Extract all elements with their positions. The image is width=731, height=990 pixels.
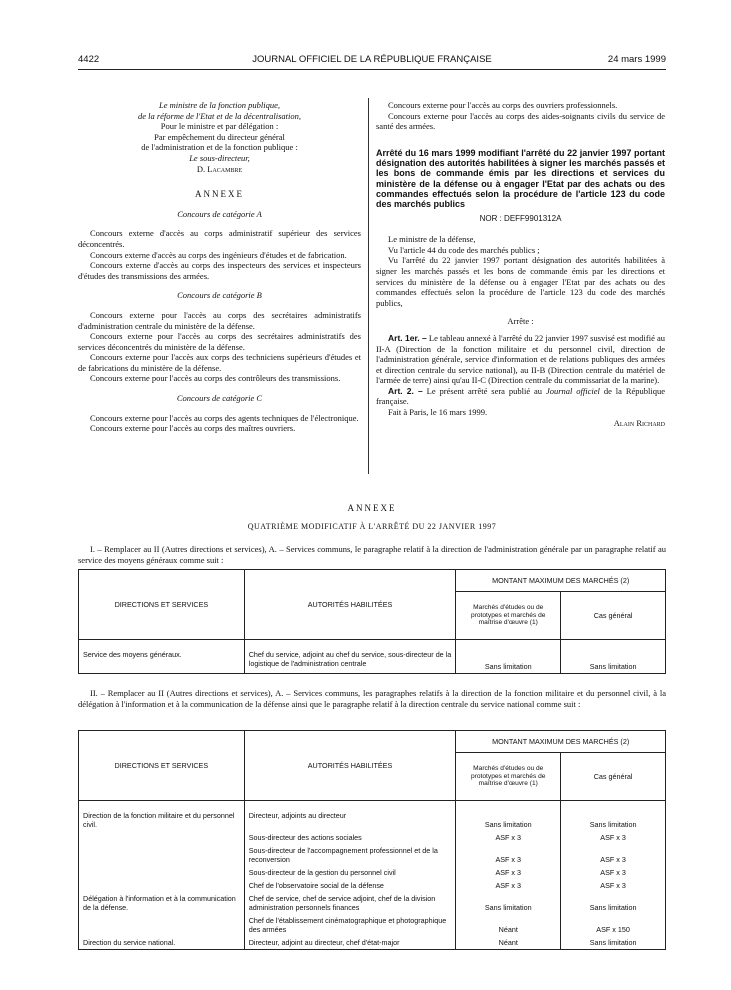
article-2-label: Art. 2. –: [388, 385, 423, 396]
cell-etudes: ASF x 3: [456, 831, 561, 844]
cell-direction: [79, 914, 245, 936]
cell-autorite: Chef du service, adjoint au chef du service, sous-directeur de la logistique de l'administration centrale: [244, 640, 456, 674]
authorities-table-2: [78, 730, 666, 950]
annex-heading: ANNEXE: [347, 503, 397, 513]
nor-reference: NOR : DEFF9901312A: [479, 213, 562, 223]
cell-autorite: Sous-directeur de l'accompagnement professionnel et de la reconversion: [244, 844, 456, 866]
table-row: [79, 866, 666, 879]
list-item: Concours externe d'accès au corps administratif supérieur des services déconcentrés.: [78, 228, 361, 249]
list-item: Concours externe pour l'accès au corps des ouvriers professionnels.: [388, 100, 618, 110]
cell-etudes: ASF x 3: [456, 866, 561, 879]
category-b-title: Concours de catégorie B: [177, 290, 262, 301]
column-header-etudes: Marchés d'études ou de prototypes et marchés de maîtrise d'œuvre (1): [456, 753, 561, 801]
cell-etudes: Sans limitation: [456, 892, 561, 914]
table-row: [79, 640, 666, 674]
category-a-title: Concours de catégorie A: [177, 208, 262, 219]
column-header-directions: DIRECTIONS ET SERVICES: [79, 731, 245, 801]
cell-direction: Service des moyens généraux.: [79, 640, 245, 674]
cell-autorite: Directeur, adjoints au directeur: [244, 801, 456, 832]
list-item: Concours externe d'accès au corps des inspecteurs des services et inspecteurs d'études des transmissions des armées.: [78, 260, 361, 281]
cell-autorite: Directeur, adjoint au directeur, chef d'état-major: [244, 936, 456, 950]
signature-line: Le sous-directeur,: [189, 152, 250, 163]
column-header-montant: MONTANT MAXIMUM DES MARCHÉS (2): [456, 570, 666, 592]
list-item: Concours externe pour l'accès au corps des maîtres ouvriers.: [90, 423, 296, 434]
column-header-autorites: AUTORITÉS HABILITÉES: [244, 570, 456, 640]
page-header: [78, 54, 666, 70]
cell-autorite: Chef de l'établissement cinématographique et photographique des armées: [244, 914, 456, 936]
signature-line: de l'administration et de la fonction publique :: [141, 142, 298, 153]
table-row: [79, 914, 666, 936]
cell-etudes: Sans limitation: [456, 640, 561, 674]
signature-line: de la réforme de l'Etat et de la décentralisation,: [137, 110, 302, 121]
annex-paragraph-1: I. – Remplacer au II (Autres directions et services), A. – Services communs, le paragraphe relatif à la direction de l'administration générale par un paragraphe relatif au service des moyens généraux comme suit :: [78, 544, 666, 565]
arrete-title: Arrêté du 16 mars 1999 modifiant l'arrêté du 22 janvier 1997 portant désignation des autorités habilitées à signer les marchés passés et les bons de commande émis par les directions et services du ministère de la défense ou à engager l'Etat par des achats ou des commandes effectués selon la procédure de l'article 123 du code des marchés publics: [376, 147, 665, 210]
left-column: [78, 100, 361, 434]
article-2-text: Le présent arrêté sera publié au: [426, 385, 543, 396]
article-2-text-end: de la République française.: [376, 385, 666, 407]
cell-direction: [79, 844, 245, 866]
cell-etudes: Néant: [456, 914, 561, 936]
signature-line: Le ministre de la fonction publique,: [158, 100, 281, 110]
cell-general: ASF x 150: [561, 914, 666, 936]
article-1-label: Art. 1er. –: [388, 332, 427, 343]
table-row: [79, 879, 666, 892]
cell-etudes: ASF x 3: [456, 879, 561, 892]
signature-line: Par empêchement du directeur général: [154, 131, 285, 142]
annex-subtitle: QUATRIÈME MODIFICATIF À L'ARRÊTÉ DU 22 JANVIER 1997: [247, 521, 497, 531]
table-row: [79, 936, 666, 950]
cell-direction: Direction du service national.: [79, 936, 245, 950]
category-c-title: Concours de catégorie C: [176, 393, 263, 404]
fait-line: Fait à Paris, le 16 mars 1999.: [388, 407, 488, 418]
cell-autorite: Sous-directeur de la gestion du personnel civil: [244, 866, 456, 879]
list-item: Concours externe pour l'accès au corps des aides-soignants civils du service de santé des armées.: [376, 110, 665, 132]
cell-direction: Délégation à l'information et à la communication de la défense.: [79, 892, 245, 914]
article-2: [376, 386, 665, 407]
cell-etudes: Néant: [456, 936, 561, 950]
cell-general: ASF x 3: [561, 866, 666, 879]
cell-general: ASF x 3: [561, 844, 666, 866]
annexe-heading: ANNEXE: [195, 189, 244, 200]
cell-direction: [79, 879, 245, 892]
column-header-cas-general: Cas général: [561, 592, 666, 640]
list-item: Concours externe pour l'accès au corps des agents techniques de l'électronique.: [90, 412, 359, 423]
intro-line: Vu l'article 44 du code des marchés publics ;: [388, 244, 540, 255]
cell-general: Sans limitation: [561, 801, 666, 832]
intro-line: Le ministre de la défense,: [388, 234, 476, 245]
signatory-name: D. Lacambre: [196, 163, 243, 174]
signature-line: Pour le ministre et par délégation :: [160, 121, 279, 132]
annex-section: [78, 503, 666, 565]
authorities-table-1: [78, 569, 666, 674]
right-column: [376, 100, 665, 428]
list-item: Concours externe pour l'accès au corps des secrétaires administratifs d'administration centrale du ministère de la défense.: [78, 309, 361, 331]
article-2-journal: Journal officiel: [545, 385, 600, 396]
cell-etudes: ASF x 3: [456, 844, 561, 866]
cell-etudes: Sans limitation: [456, 801, 561, 832]
cell-general: Sans limitation: [561, 936, 666, 950]
list-item: Concours externe pour l'accès aux corps des techniciens supérieurs d'études et de fabrications du ministère de la défense.: [78, 352, 361, 373]
list-item: Concours externe pour l'accès au corps des secrétaires administratifs des services déconcentrés du ministère de la défense.: [78, 331, 361, 352]
column-header-etudes: Marchés d'études ou de prototypes et marchés de maîtrise d'œuvre (1): [456, 592, 561, 640]
column-header-directions: DIRECTIONS ET SERVICES: [79, 570, 245, 640]
column-header-autorites: AUTORITÉS HABILITÉES: [244, 731, 456, 801]
arrete-word: Arrête :: [507, 316, 534, 327]
cell-autorite: Sous-directeur des actions sociales: [244, 831, 456, 844]
article-1-text: Le tableau annexé à l'arrêté du 22 janvier 1997 susvisé est modifié au II-A (Direction de la fonction militaire et du personnel civil, direction de l'administration générale, service d'information et de relations publiques des armées et direction centrale du service national), au II-B (Direction centrale du matériel de l'armée de terre) ainsi qu'au II-C (Direction centrale du commissariat de la marine).: [376, 332, 666, 386]
table-body: [79, 801, 666, 950]
cell-general: ASF x 3: [561, 831, 666, 844]
table-row: [79, 844, 666, 866]
intro-line: Vu l'arrêté du 22 janvier 1997 portant désignation des autorités habilitées à signer les marchés passés et les bons de commande émis par les directions et services du ministère de la défense ou à engager l'Etat par des achats ou des commandes effectués selon la procédure de l'article 123 du code des marchés publics,: [376, 255, 665, 308]
article-1: [376, 333, 665, 386]
column-header-montant: MONTANT MAXIMUM DES MARCHÉS (2): [456, 731, 666, 753]
issue-date: 24 mars 1999: [607, 54, 666, 65]
signatory-name: Alain Richard: [613, 417, 665, 428]
cell-autorite: Chef de service, chef de service adjoint, chef de la division administration personnels finances: [244, 892, 456, 914]
table-row: [79, 831, 666, 844]
cell-autorite: Chef de l'observatoire social de la défense: [244, 879, 456, 892]
table-row: [79, 892, 666, 914]
cell-general: Sans limitation: [561, 640, 666, 674]
column-header-cas-general: Cas général: [561, 753, 666, 801]
cell-direction: [79, 866, 245, 879]
cell-general: ASF x 3: [561, 879, 666, 892]
header-rule: [78, 69, 666, 70]
column-divider: [368, 98, 369, 474]
list-item: Concours externe pour l'accès au corps des contrôleurs des transmissions.: [90, 373, 341, 384]
cell-direction: [79, 831, 245, 844]
annex-paragraph-2: II. – Remplacer au II (Autres directions et services), A. – Services communs, les paragraphes relatifs à la direction de la fonction militaire et du personnel civil, à la délégation à l'information et à la communication de la défense ainsi que le paragraphe relatif à la direction centrale du service national comme suit :: [78, 688, 666, 709]
cell-general: Sans limitation: [561, 892, 666, 914]
table-row: [79, 801, 666, 832]
journal-title: JOURNAL OFFICIEL DE LA RÉPUBLIQUE FRANÇAISE: [252, 54, 492, 65]
page-number: 4422: [78, 54, 100, 65]
list-item: Concours externe d'accès au corps des ingénieurs d'études et de fabrication.: [90, 249, 347, 260]
cell-direction: Direction de la fonction militaire et du personnel civil.: [79, 801, 245, 832]
